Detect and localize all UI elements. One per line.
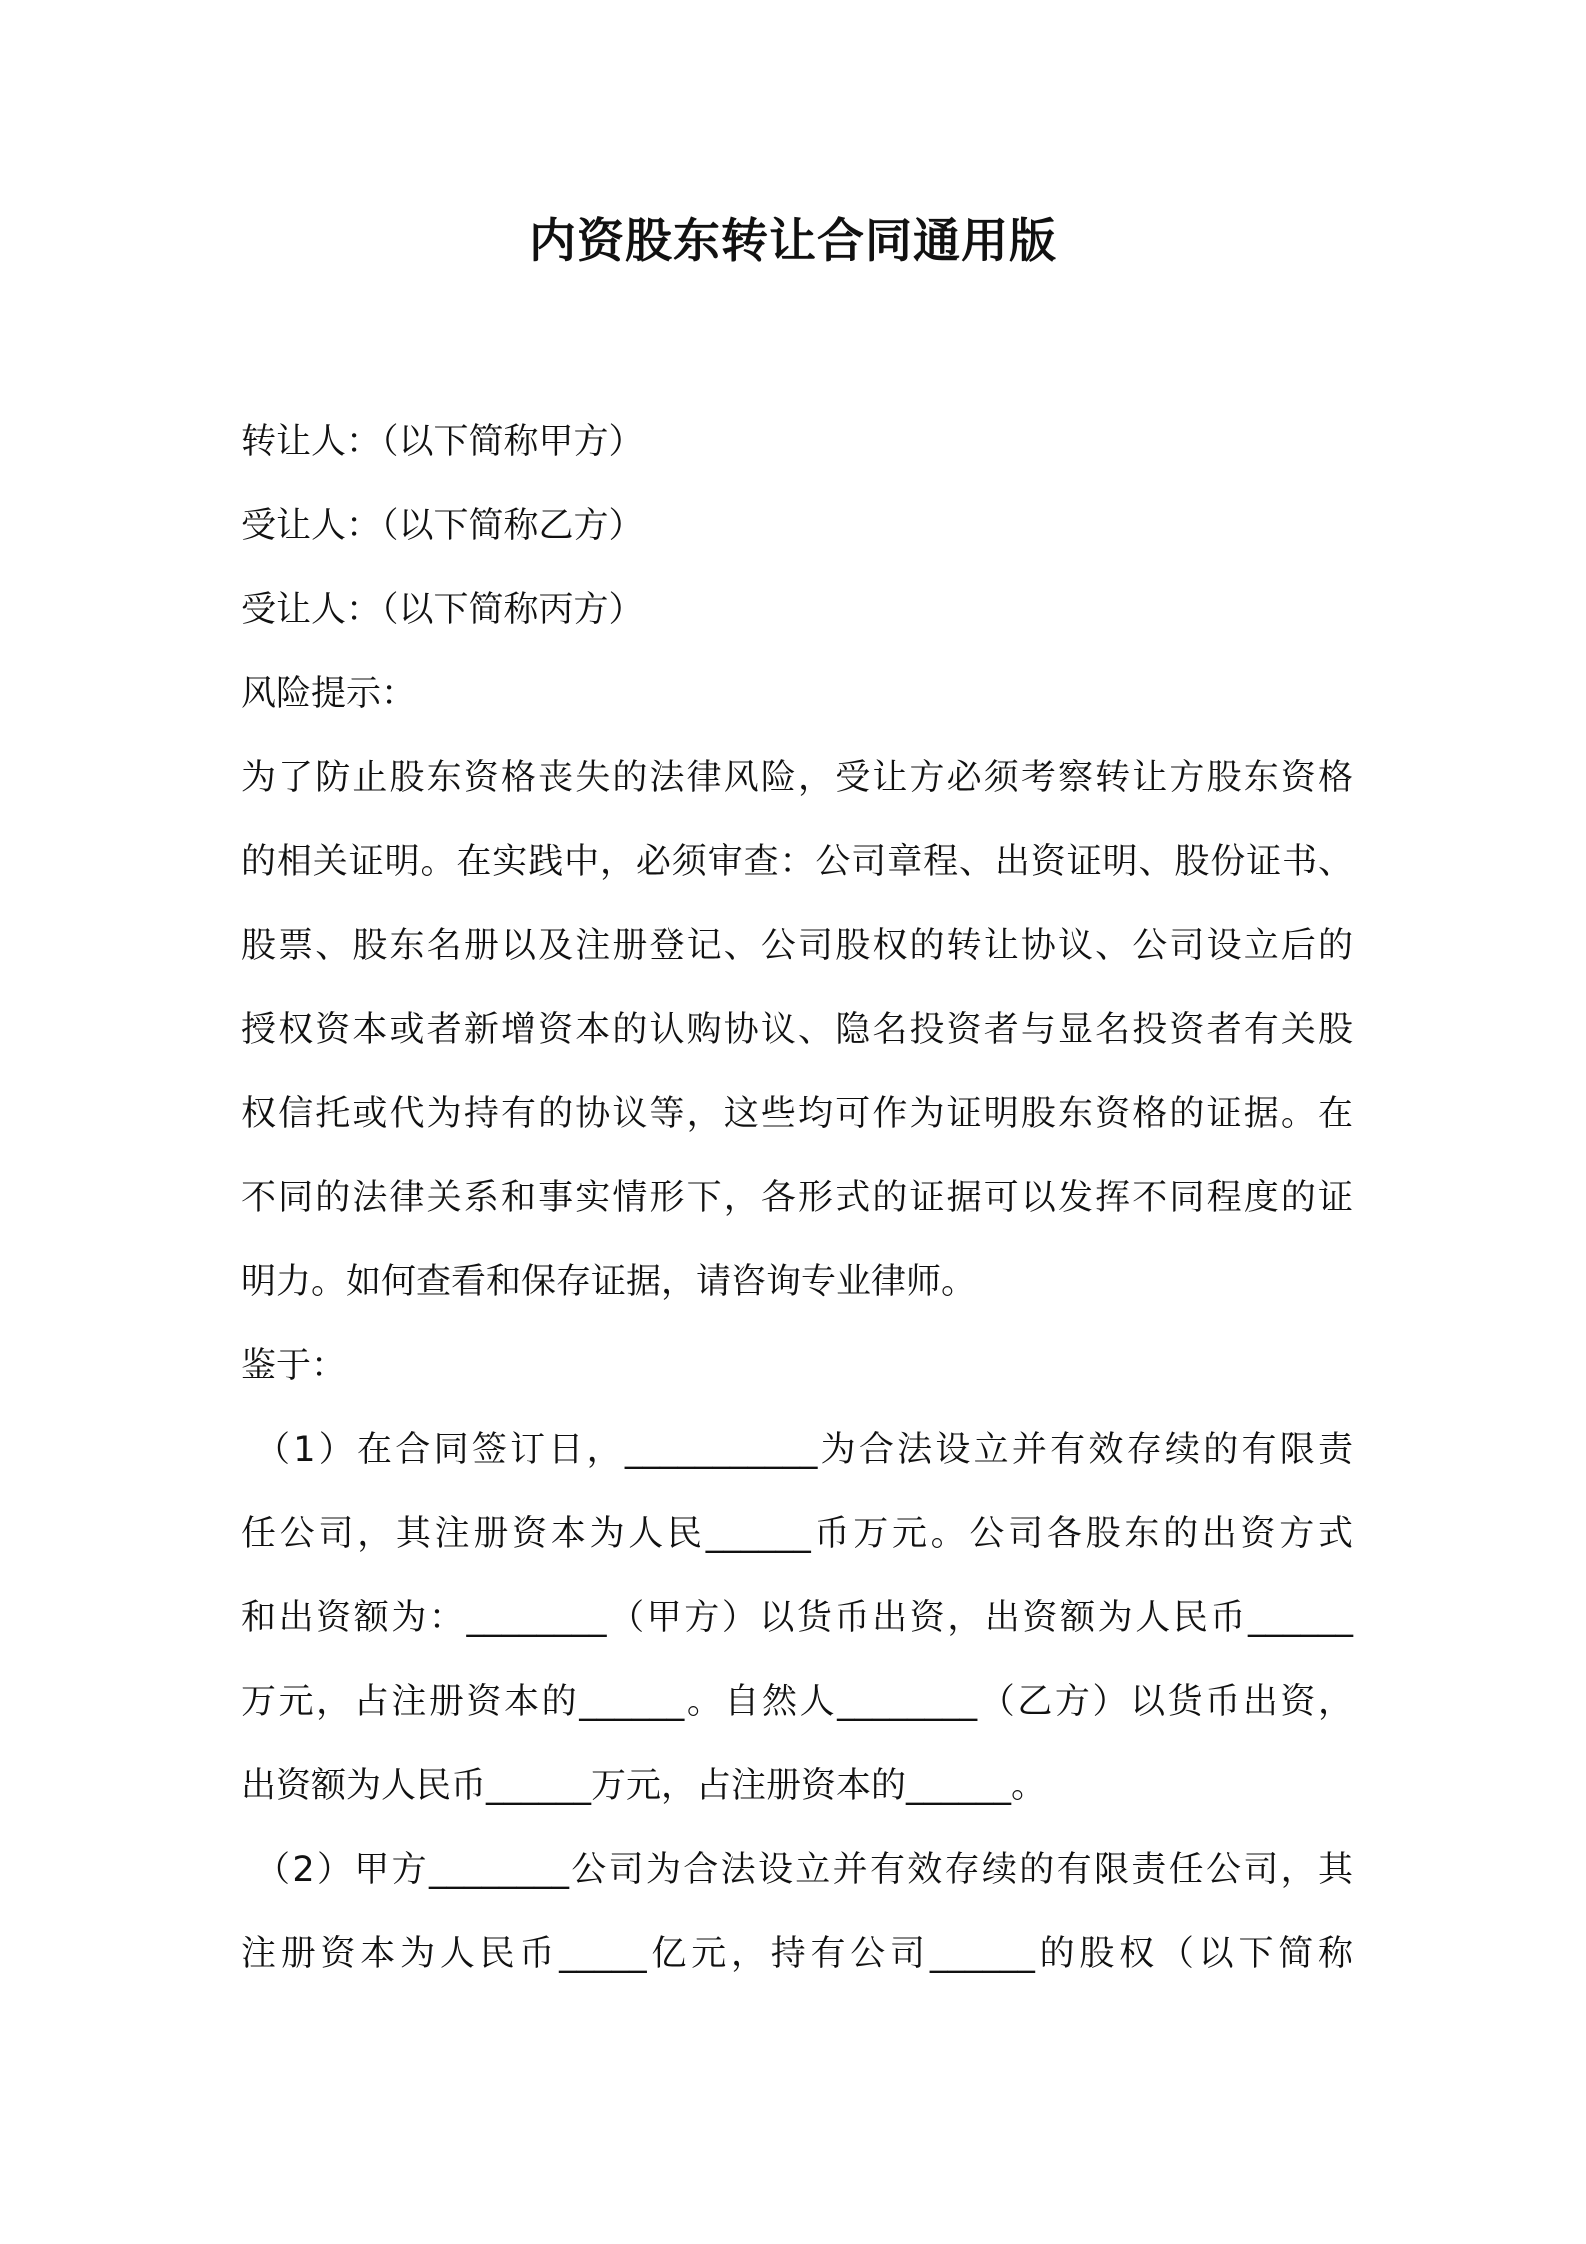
whereas-heading: 鉴于： xyxy=(241,1346,347,1386)
risk-paragraph-line: 股票、股东名册以及注册登记、公司股权的转让协议、公司设立后的 xyxy=(241,926,1353,966)
document-title: 内资股东转让合同通用版 xyxy=(529,214,1057,269)
document-body xyxy=(241,400,1353,1996)
transferee-c-line: 受让人：（以下简称丙方） xyxy=(241,590,644,630)
transferee-b-line: 受让人：（以下简称乙方） xyxy=(241,506,644,546)
clause-1-line: 万元，占注册资本的______。自然人________（乙方）以货币出资， xyxy=(241,1682,1353,1722)
risk-paragraph-line: 授权资本或者新增资本的认购协议、隐名投资者与显名投资者有关股 xyxy=(241,1010,1353,1050)
clause-2-line: 注册资本为人民币_____亿元，持有公司______的股权（以下简称 xyxy=(241,1934,1353,1974)
risk-paragraph-line: 权信托或代为持有的协议等，这些均可作为证明股东资格的证据。在 xyxy=(241,1094,1353,1134)
risk-heading: 风险提示： xyxy=(241,674,417,714)
clause-1-line: 和出资额为：________（甲方）以货币出资，出资额为人民币______ xyxy=(241,1598,1353,1638)
risk-paragraph-line: 为了防止股东资格丧失的法律风险，受让方必须考察转让方股东资格 xyxy=(241,758,1353,798)
risk-paragraph-line: 的相关证明。在实践中，必须审查：公司章程、出资证明、股份证书、 xyxy=(241,842,1353,882)
transferor-line: 转让人：（以下简称甲方） xyxy=(241,422,644,462)
risk-paragraph-line: 不同的法律关系和事实情形下，各形式的证据可以发挥不同程度的证 xyxy=(241,1178,1353,1218)
clause-2-line: （2）甲方________公司为合法设立并有效存续的有限责任公司，其 xyxy=(255,1850,1353,1890)
risk-paragraph-line: 明力。如何查看和保存证据，请咨询专业律师。 xyxy=(241,1262,977,1302)
clause-1-line: 任公司，其注册资本为人民______币万元。公司各股东的出资方式 xyxy=(241,1514,1353,1554)
clause-1-line: 出资额为人民币______万元，占注册资本的______。 xyxy=(241,1766,1047,1806)
clause-1-line: （1）在合同签订日，___________为合法设立并有效存续的有限责 xyxy=(255,1430,1353,1470)
